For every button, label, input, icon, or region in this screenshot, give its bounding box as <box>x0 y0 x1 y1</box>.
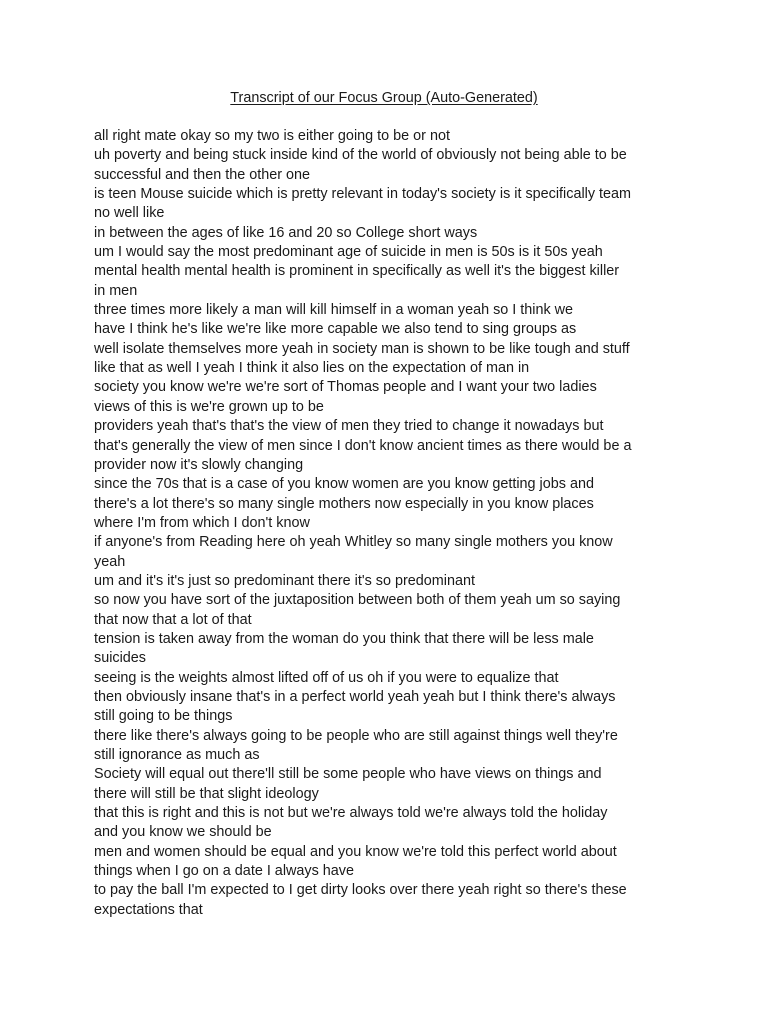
transcript-line: uh poverty and being stuck inside kind of the world of obviously not being able to be <box>94 147 627 164</box>
transcript-line: expectations that <box>94 901 203 918</box>
transcript-line: seeing is the weights almost lifted off of us oh if you were to equalize that <box>94 669 559 686</box>
transcript-line: like that as well I yeah I think it also lies on the expectation of man in <box>94 360 530 377</box>
transcript-line: then obviously insane that's in a perfect world yeah yeah but I think there's always <box>94 688 616 705</box>
transcript-line: have I think he's like we're like more capable we also tend to sing groups as <box>94 321 577 338</box>
transcript-line: since the 70s that is a case of you know women are you know getting jobs and <box>94 476 594 493</box>
transcript-line: views of this is we're grown up to be <box>94 398 324 415</box>
transcript-line: in men <box>94 282 138 299</box>
transcript-line: and you know we should be <box>94 824 272 841</box>
transcript-line: that now that a lot of that <box>94 611 252 628</box>
transcript-line: things when I go on a date I always have <box>94 863 355 880</box>
transcript-line: that this is right and this is not but we're always told we're always told the holiday <box>94 805 608 822</box>
transcript-line: yeah <box>94 553 126 570</box>
transcript-line: well isolate themselves more yeah in society man is shown to be like tough and stuff <box>94 340 630 357</box>
transcript-line: is teen Mouse suicide which is pretty relevant in today's society is it specifically team <box>94 186 632 203</box>
document-title-text: Transcript of our Focus Group (Auto-Generated) <box>230 90 538 106</box>
transcript-line: men and women should be equal and you know we're told this perfect world about <box>94 843 617 860</box>
transcript-line: um I would say the most predominant age of suicide in men is 50s is it 50s yeah <box>94 244 603 261</box>
transcript-line: that's generally the view of men since I don't know ancient times as there would be a <box>94 437 632 454</box>
transcript-line: society you know we're we're sort of Thomas people and I want your two ladies <box>94 379 597 396</box>
transcript-line: um and it's it's just so predominant there it's so predominant <box>94 572 475 589</box>
transcript-line: mental health mental health is prominent in specifically as well it's the biggest killer <box>94 263 620 280</box>
transcript-line: successful and then the other one <box>94 166 311 183</box>
transcript-line: there like there's always going to be people who are still against things well they're <box>94 727 618 744</box>
document-title <box>0 89 768 108</box>
transcript-line: no well like <box>94 205 165 222</box>
transcript-line: where I'm from which I don't know <box>94 514 310 531</box>
transcript-line: all right mate okay so my two is either going to be or not <box>94 128 450 144</box>
transcript-line: there will still be that slight ideology <box>94 785 319 802</box>
transcript-line: in between the ages of like 16 and 20 so College short ways <box>94 224 478 241</box>
transcript-line: there's a lot there's so many single mothers now especially in you know places <box>94 495 594 512</box>
transcript-line: still ignorance as much as <box>94 747 260 763</box>
transcript-line: still going to be things <box>94 708 233 725</box>
transcript-line: if anyone's from Reading here oh yeah Whitley so many single mothers you know <box>94 534 613 551</box>
transcript-body <box>94 127 684 920</box>
transcript-line: tension is taken away from the woman do you think that there will be less male <box>94 630 594 647</box>
transcript-line: three times more likely a man will kill himself in a woman yeah so I think we <box>94 302 574 319</box>
transcript-line: provider now it's slowly changing <box>94 456 304 473</box>
transcript-line: Society will equal out there'll still be some people who have views on things and <box>94 766 602 783</box>
transcript-line: to pay the ball I'm expected to I get dirty looks over there yeah right so there's these <box>94 882 627 899</box>
transcript-line: providers yeah that's that's the view of men they tried to change it nowadays but <box>94 418 604 435</box>
transcript-line: suicides <box>94 650 146 667</box>
transcript-line: so now you have sort of the juxtaposition between both of them yeah um so saying <box>94 592 621 609</box>
